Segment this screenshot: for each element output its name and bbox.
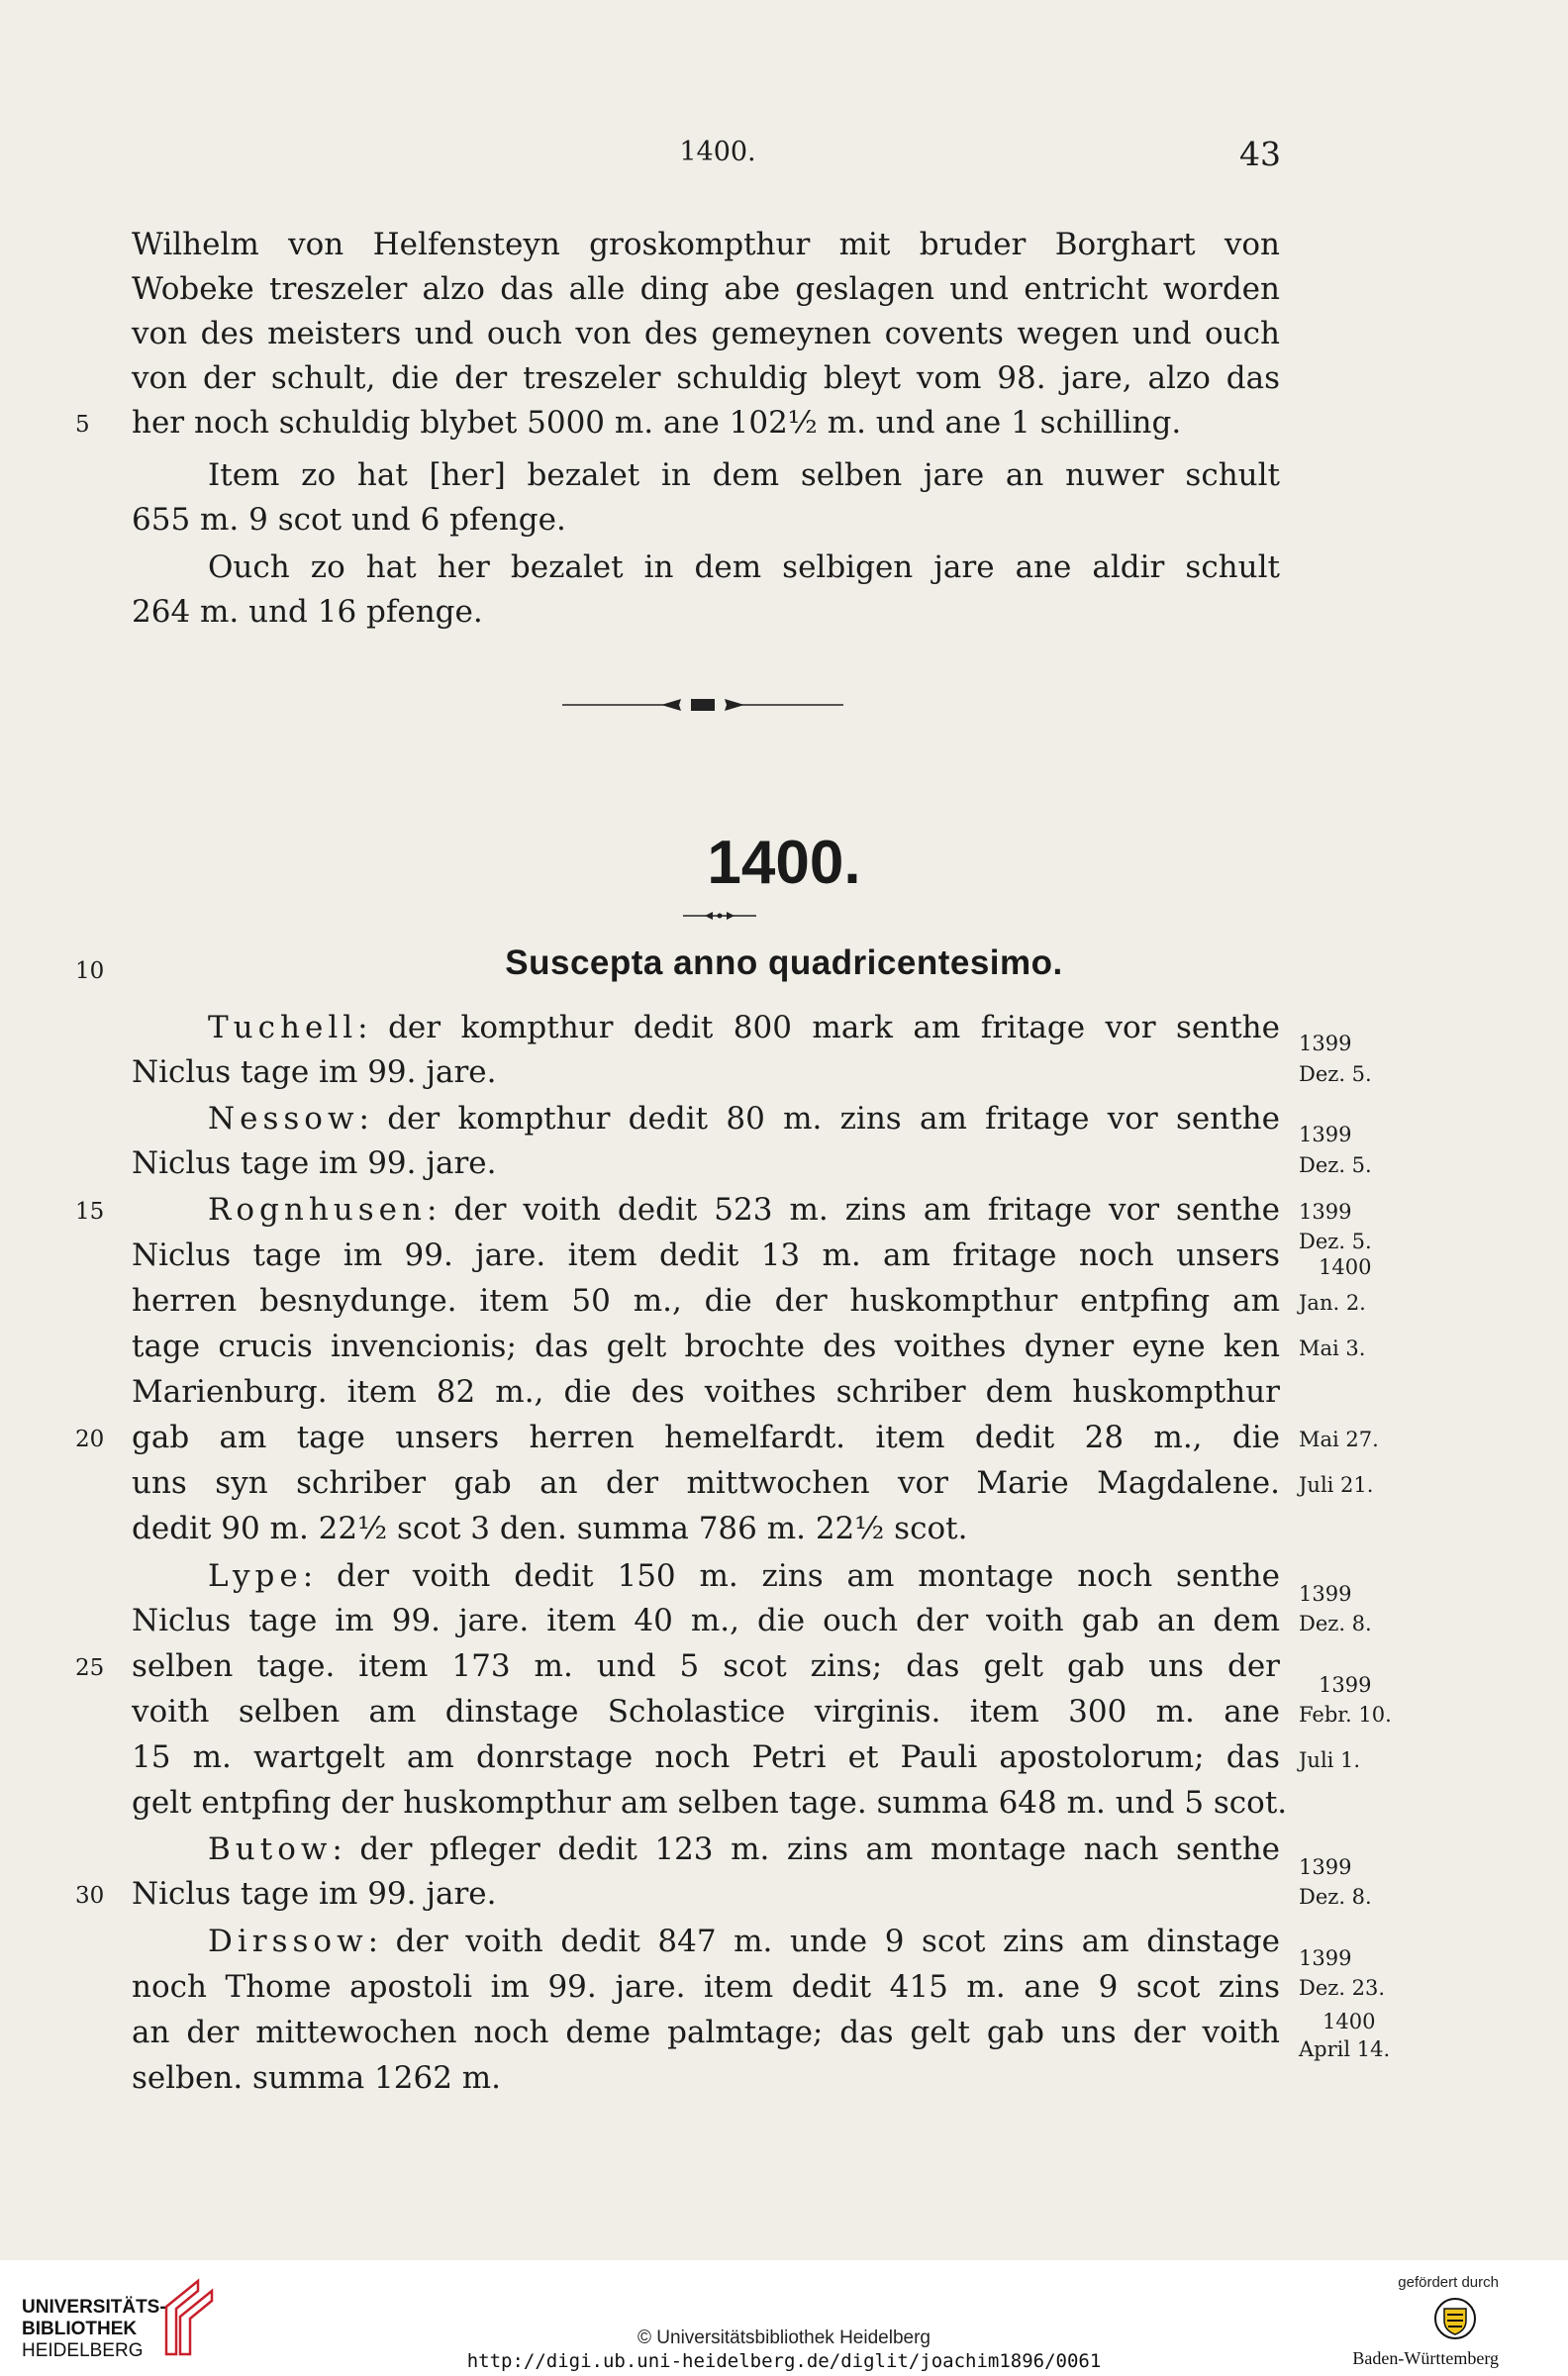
funded-by-label: gefördert durch [1398,2274,1499,2291]
line-text: : der voith dedit 150 m. zins am montage noch senthe [302,1558,1280,1594]
line-text: Item zo hat [her] bezalet in dem selben jare an nuwer schult [208,457,1280,493]
text-line [132,2011,1280,2054]
text-line [132,1872,1280,1916]
margin-date: Dez. 8. [1299,1885,1372,1909]
funder-name: Baden-Württemberg [1352,2348,1499,2368]
margin-date: 1399 [1299,1946,1352,1970]
margin-date: 1400 [1323,2010,1376,2033]
line-text: Niclus tage im 99. jare. item 40 m., die ouch der voith gab an dem [132,1603,1280,1638]
margin-date: 1400 [1319,1255,1372,1279]
line-text: gab am tage unsers herren hemelfardt. item dedit 28 m., die [132,1420,1280,1455]
text-line [132,498,1280,542]
text-line [208,1006,1280,1049]
text-line [132,1325,1280,1368]
line-text: 15 m. wartgelt am donrstage noch Petri et Pauli apostolorum; das [132,1739,1280,1775]
place-name: Dirssow [208,1924,368,1959]
line-text: her noch schuldig blybet 5000 m. ane 102½ m. und ane 1 schilling. [132,405,1182,441]
text-line [132,1599,1280,1642]
margin-date: Mai 27. [1299,1428,1379,1451]
line-text: selben. summa 1262 m. [132,2060,502,2096]
margin-date: Dez. 23. [1299,1976,1386,2000]
line-number: 30 [75,1883,105,1909]
text-line [132,1507,1280,1550]
running-header: 1400. [679,137,756,167]
text-line [132,1461,1280,1505]
text-line [132,1965,1280,2009]
margin-date: 1399 [1299,1582,1352,1606]
line-text: herren besnydunge. item 50 m., die der huskompthur entpfing am [132,1283,1280,1319]
page-number: 43 [1239,135,1281,173]
text-line [132,1690,1280,1733]
margin-date: Dez. 5. [1299,1230,1372,1253]
text-line [132,2056,1280,2100]
line-text: voith selben am dinstage Scholastice virginis. item 300 m. ane [132,1694,1280,1730]
margin-date: 1399 [1299,1123,1352,1146]
permalink-url[interactable]: http://digi.ub.uni-heidelberg.de/diglit/joachim1896/0061 [466,2350,1102,2372]
line-text: Wobeke treszeler alzo das alle ding abe geslagen und entricht worden [132,271,1280,307]
margin-date: 1399 [1319,1673,1372,1697]
line-number: 10 [75,958,105,984]
text-line [132,1370,1280,1414]
place-name: Tuchell [208,1010,358,1045]
text-line [132,1644,1280,1688]
line-text: tage crucis invencionis; das gelt brochte des voithes dyner eyne ken [132,1329,1280,1364]
line-text: selben tage. item 173 m. und 5 scot zins; das gelt gab uns der [132,1648,1280,1684]
line-text: Marienburg. item 82 m., die des voithes schriber dem huskompthur [132,1374,1280,1410]
line-text: Ouch zo hat her bezalet in dem selbigen jare ane aldir schult [208,549,1280,585]
line-text: Niclus tage im 99. jare. item dedit 13 m. am fritage noch unsers [132,1238,1280,1273]
line-text: : der voith dedit 523 m. zins am fritage vor senthe [426,1192,1280,1228]
line-number: 20 [75,1427,105,1452]
margin-date: Dez. 5. [1299,1153,1372,1177]
text-line [132,223,1280,266]
ornament-divider-icon [562,693,843,717]
margin-date: Juli 1. [1299,1748,1361,1772]
place-name: Nessow [208,1101,359,1137]
line-text: : der pfleger dedit 123 m. zins am montage nach senthe [332,1832,1280,1867]
library-line3: HEIDELBERG [22,2340,144,2361]
margin-date: Dez. 5. [1299,1062,1372,1086]
library-line2: BIBLIOTHEK [22,2319,138,2339]
text-line [208,453,1280,497]
text-line [208,1188,1280,1232]
margin-date: Juli 21. [1299,1473,1374,1497]
text-line [208,1920,1280,1963]
section-title: Suscepta anno quadricentesimo. [505,943,1063,982]
text-line [132,1279,1280,1323]
margin-date: Jan. 2. [1299,1291,1366,1315]
text-line [132,1781,1288,1825]
line-text: Wilhelm von Helfensteyn groskompthur mit bruder Borghart von [132,227,1280,262]
margin-date: 1399 [1299,1855,1352,1879]
line-text: von des meisters und ouch von des gemeynen covents wegen und ouch [132,316,1280,351]
text-line [132,401,1280,445]
line-text: noch Thome apostoli im 99. jare. item dedit 415 m. ane 9 scot zins [132,1969,1280,2005]
margin-date: Dez. 8. [1299,1612,1372,1635]
text-line [132,1141,1280,1185]
text-line [208,1097,1280,1140]
line-text: an der mittewochen noch deme palmtage; das gelt gab uns der voith [132,2015,1280,2050]
line-text: Niclus tage im 99. jare. [132,1876,497,1912]
line-text: Niclus tage im 99. jare. [132,1054,497,1090]
line-text: uns syn schriber gab an der mittwochen vor Marie Magdalene. [132,1465,1280,1501]
text-line [132,1416,1280,1459]
text-line [132,267,1280,311]
line-text: 264 m. und 16 pfenge. [132,594,483,630]
line-number: 15 [75,1199,105,1225]
line-number: 5 [75,412,90,438]
margin-date: 1399 [1299,1032,1352,1055]
copyright-line: © Universitätsbibliothek Heidelberg [637,2327,931,2348]
text-line [208,1554,1280,1598]
state-seal-icon [1433,2297,1477,2340]
margin-date: 1399 [1299,1200,1352,1224]
text-line [132,356,1280,400]
line-text: : der kompthur dedit 80 m. zins am fritage vor senthe [358,1101,1280,1137]
text-line [132,1234,1280,1277]
line-number: 25 [75,1655,105,1681]
place-name: Rognhusen [208,1192,427,1228]
text-line [208,545,1280,589]
line-text: : der kompthur dedit 800 mark am fritage vor senthe [357,1010,1280,1045]
small-ornament-icon [683,909,756,923]
line-text: 655 m. 9 scot und 6 pfenge. [132,502,566,538]
text-line [208,1828,1280,1871]
text-line [132,312,1280,355]
text-line [132,590,1280,634]
text-line [132,1735,1280,1779]
margin-date: Mai 3. [1299,1336,1366,1360]
text-line [132,1050,1280,1094]
line-text: gelt entpfing der huskompthur am selben tage. summa 648 m. und 5 scot. [132,1785,1288,1821]
place-name: Butow [208,1832,333,1867]
place-name: Lype [208,1558,303,1594]
line-text: dedit 90 m. 22½ scot 3 den. summa 786 m. 22½ scot. [132,1511,968,1546]
line-text: Niclus tage im 99. jare. [132,1145,497,1181]
library-line1: UNIVERSITÄTS- [22,2297,166,2318]
line-text: : der voith dedit 847 m. unde 9 scot zins am dinstage [367,1924,1280,1959]
section-year: 1400. [707,829,861,897]
margin-date: April 14. [1299,2037,1391,2061]
line-text: von der schult, die der treszeler schuldig bleyt vom 98. jare, alzo das [132,360,1280,396]
margin-date: Febr. 10. [1299,1703,1392,1727]
